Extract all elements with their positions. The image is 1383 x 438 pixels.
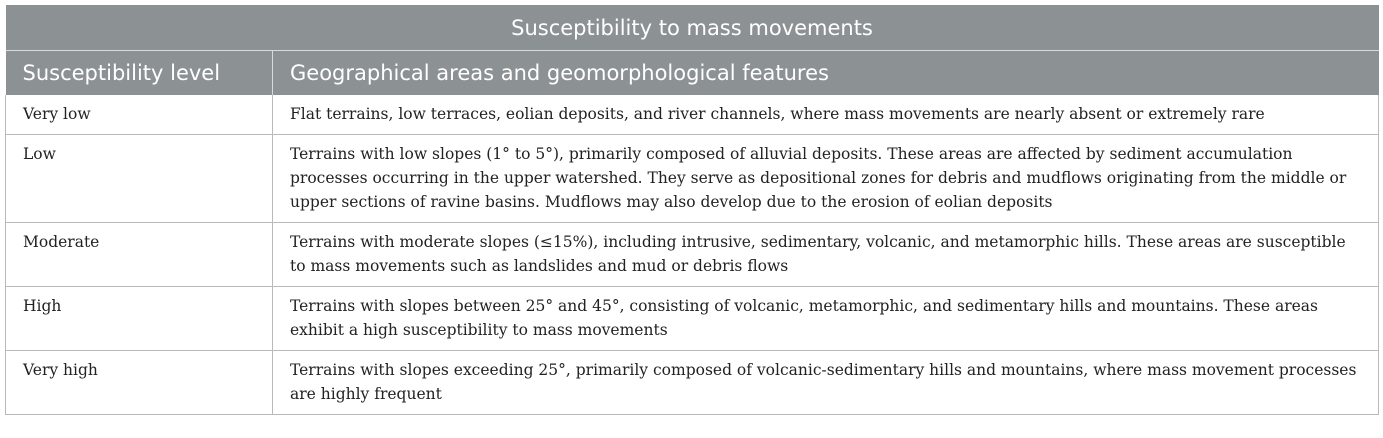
- table-row: [6, 351, 1379, 415]
- row-level-cell: Moderate: [6, 223, 273, 287]
- row-level-cell: High: [6, 287, 273, 351]
- column-header-row: [6, 51, 1379, 96]
- table-title: Susceptibility to mass movements: [6, 5, 1379, 51]
- column-header-level: Susceptibility level: [6, 51, 273, 96]
- table-header: [6, 5, 1379, 95]
- row-level-cell: Low: [6, 135, 273, 223]
- table-body: [6, 95, 1379, 415]
- row-description-cell: Flat terrains, low terraces, eolian deposits, and river channels, where mass movements are nearly absent or extremely rare: [273, 95, 1379, 135]
- row-description-cell: Terrains with low slopes (1° to 5°), primarily composed of alluvial deposits. These areas are affected by sediment accumulation processes occurring in the upper watershed. They serve as depositional zones for debris and mudflows originating from the middle or upper sections of ravine basins. Mudflows may also develop due to the erosion of eolian deposits: [273, 135, 1379, 223]
- column-header-features: Geographical areas and geomorphological features: [273, 51, 1379, 96]
- row-description-cell: Terrains with slopes exceeding 25°, primarily composed of volcanic-sedimentary hills and mountains, where mass movement processes are highly frequent: [273, 351, 1379, 415]
- table-row: [6, 223, 1379, 287]
- table-row: [6, 287, 1379, 351]
- row-level-cell: Very low: [6, 95, 273, 135]
- row-description-cell: Terrains with slopes between 25° and 45°, consisting of volcanic, metamorphic, and sedimentary hills and mountains. These areas exhibit a high susceptibility to mass movements: [273, 287, 1379, 351]
- table-title-row: [6, 5, 1379, 51]
- row-description-cell: Terrains with moderate slopes (≤15%), including intrusive, sedimentary, volcanic, and metamorphic hills. These areas are susceptible to mass movements such as landslides and mud or debris flows: [273, 223, 1379, 287]
- susceptibility-table-container: [5, 5, 1378, 415]
- table-row: [6, 135, 1379, 223]
- row-level-cell: Very high: [6, 351, 273, 415]
- table-row: [6, 95, 1379, 135]
- susceptibility-table: [5, 5, 1379, 415]
